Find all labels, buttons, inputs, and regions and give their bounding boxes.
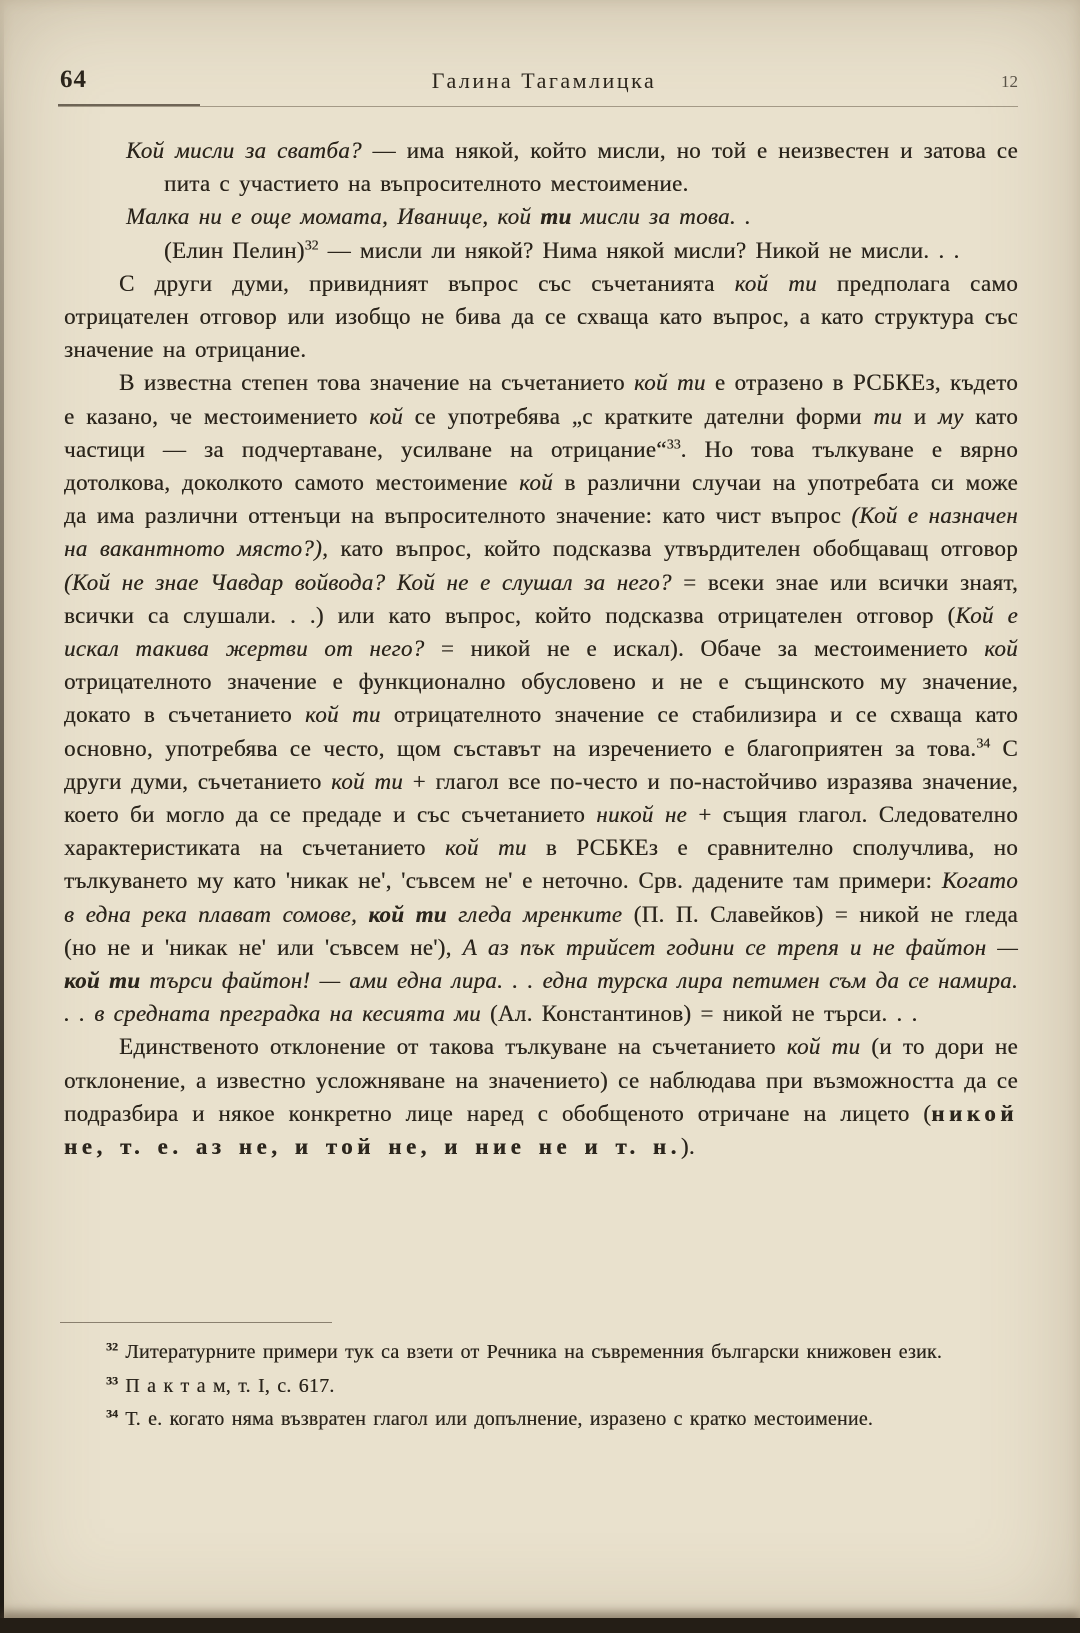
text-segment: кой ти [734, 270, 817, 296]
page-header [0, 0, 1080, 94]
text-segment: мисли за това. . [571, 204, 751, 230]
text-segment: (Ал. Константинов) = никой не търси. . . [480, 1001, 918, 1027]
text-segment: Кой е искал такива жертви от него? [64, 602, 1019, 662]
text-segment: — мисли ли някой? Нима някой мисли? Никой не мисли. . . [318, 237, 960, 263]
text-segment: Малка ни е още момата, Иванице, кой [126, 204, 541, 230]
header-rule-short [58, 104, 200, 106]
text-segment: кой [369, 403, 404, 429]
text-segment: и [902, 403, 938, 429]
text-segment: като въпрос, който подсказва утвърдителен обобщаващ отговор [328, 536, 1018, 562]
text-segment: кой ти [331, 768, 404, 794]
text-segment: ). [680, 1134, 695, 1160]
paragraph [64, 366, 1018, 1030]
text-segment: = никой не е искал). Обаче за местоимението [424, 636, 985, 662]
text-segment: кой ти [64, 968, 141, 994]
text-segment: (и то дори не отклонение, а известно усложняване на значението) се наблюдава при възможността да се подразбира и някое конкретно лице наред с обобщеното отричане на лицето ( [64, 1034, 1018, 1126]
text-segment: С други думи, привидният въпрос със съчетанията [119, 270, 735, 296]
text-segment: Кой мисли за сватба? [126, 138, 362, 163]
text-segment: В известна степен това значение на съчетанието [119, 370, 634, 396]
footnote: $^{33}$ П а к т а м, т. I, с. 617. [106, 1372, 335, 1397]
footnotes [64, 1339, 1018, 1434]
text-segment: отрицателното значение се стабилизира и се схваща като основно, употребява се често, щом съставът на изречението е благоприятен за това. [64, 702, 1018, 761]
text-segment: никой не [596, 802, 688, 828]
text-segment: предполага само отрицателен отговор или изобщо не бива да се схваща като въпрос, а като структура със значение на отрицание. [64, 270, 1018, 363]
header-rule [58, 104, 1018, 108]
text-segment: в РСБКЕз е сравнително сполучлива, но тълкуването му като 'никак не', 'съвсем не' е неточно. Срв. дадените там примери: [64, 835, 1019, 894]
text-segment: ти [873, 403, 903, 429]
body-text [64, 134, 1018, 1292]
text-segment: отрицателното значение е функционално обусловено и не е същинското му значение, докато в съчетанието [64, 669, 1018, 728]
text-segment: кой ти [633, 370, 706, 396]
scan-edge-left [0, 0, 4, 1633]
paragraph [64, 1030, 1018, 1163]
text-segment: — има някой, който мисли, но той е неизвестен и затова се пита с участието на въпросителното местоимение. [164, 138, 1018, 197]
text-segment: (Кой е назначен на вакантното място?), [64, 503, 1018, 562]
text-segment: никой не, т. е. аз не, и той не, и ние не и т. н. [64, 1100, 1018, 1160]
text-segment: + глагол все по-често и по-настойчиво изразява значение, което би могло да се предаде и със съчетанието [64, 768, 1018, 828]
footnote-reference: 33 [666, 436, 681, 452]
paragraph [64, 200, 1018, 266]
text-segment: кой ти [368, 901, 447, 927]
text-segment: Когато в една река плават сомове, [64, 868, 1018, 927]
text-segment: С други думи, съчетанието [64, 735, 1019, 794]
paragraph [64, 134, 1018, 200]
text-segment: кой ти [444, 835, 527, 861]
footnote: $^{34}$ Т. е. когато няма възвратен глагол или допълнение, изразено с кратко местоимение. [106, 1406, 874, 1430]
text-segment: кой [984, 636, 1018, 662]
text-segment: + същия глагол. Следователно характеристиката на съчетанието [64, 802, 1019, 861]
text-segment: в различни случаи на употребата си може да има различни оттенъци на въпросителното значение: като чист въпрос [64, 470, 1018, 529]
page-number-right: 12 [1001, 72, 1018, 91]
scan-edge-bottom [0, 1618, 1080, 1633]
text-segment: кой [519, 470, 553, 496]
text-segment: търси файтон! — ами една лира. . . една турска лира петимен съм да се намира. . . в средната преградка на кесията ми [64, 968, 1018, 1027]
footnote: $^{32}$ Литературните примери тук са взети от Речника на съвременния български книжовен език. [106, 1339, 943, 1363]
text-segment: = всеки знае или всички знаят, всички са слушали. . .) или като въпрос, който подсказва отрицателен отговор ( [64, 569, 1018, 628]
footnote-reference: 34 [976, 735, 991, 750]
footnote-separator [60, 1322, 332, 1323]
text-segment: ти [540, 204, 572, 230]
header-rule-long [58, 106, 1018, 107]
text-segment: (П. П. Славейков) = никой не гледа (но не и 'никак не' или 'съвсем не'), [64, 901, 1018, 960]
text-segment: кой ти [305, 702, 381, 728]
running-title: Галина Тагамлицка [431, 68, 657, 93]
page-number-left: 64 [60, 66, 87, 93]
text-segment: му [937, 403, 964, 429]
footnote-reference: 32 [304, 236, 319, 252]
footnote-number: 34 [106, 1406, 118, 1421]
text-segment: Единственото отклонение от такова тълкуване на съчетанието [119, 1034, 787, 1060]
text-segment: е отразено в РСБКЕз, където е казано, че местоимението [64, 370, 1018, 429]
text-segment: А аз пък трийсет години се трепя и не файтон — [462, 934, 1018, 960]
text-segment: (Кой не знае Чавдар войвода? Кой не е слушал за него? [64, 569, 672, 595]
text-segment: кой ти [786, 1034, 861, 1060]
footnote-number: 33 [106, 1372, 118, 1387]
text-segment: (Елин Пелин) [164, 237, 305, 263]
paragraph [64, 267, 1018, 367]
text-segment: гледа мренките [446, 901, 623, 927]
text-segment: като частици — за подчертаване, усилване на отрицание“ [64, 403, 1018, 462]
text-segment: се употребява „с кратките дателни форми [403, 403, 874, 429]
footnote-number: 32 [106, 1339, 118, 1354]
text-segment: . Но това тълкуване е вярно дотолкова, доколкото самото местоимение [64, 436, 1018, 496]
